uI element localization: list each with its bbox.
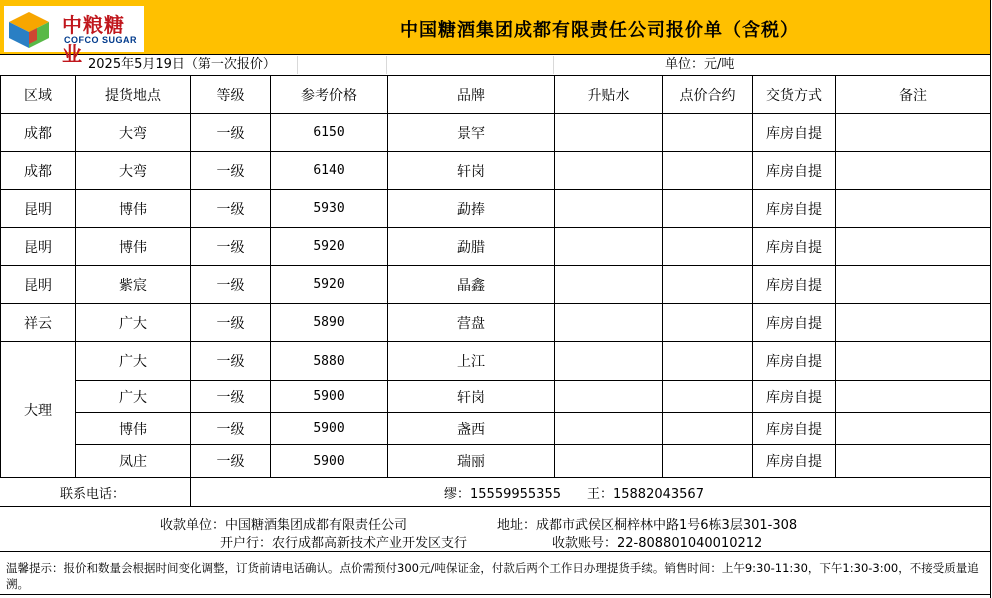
price-cell: 5920 xyxy=(271,266,388,304)
notice-text: 温馨提示：报价和数量会根据时间变化调整，订货前请电话确认。点价需预付300元/吨保证金，付款后两个工作日办理提货手续。销售时间：上午9:30-11:30，下午1:30-3:00，不接受质量追溯。 xyxy=(6,561,979,591)
remark-cell xyxy=(836,114,991,152)
grid-line xyxy=(0,594,990,595)
table-row xyxy=(1,304,991,342)
place-cell: 紫宸 xyxy=(76,266,191,304)
grade-cell: 一级 xyxy=(191,190,271,228)
remark-cell xyxy=(836,228,991,266)
grade-cell: 一级 xyxy=(191,266,271,304)
column-header: 提货地点 xyxy=(76,76,191,114)
table-row xyxy=(1,342,991,381)
column-header: 点价合约 xyxy=(663,76,753,114)
remark-cell xyxy=(836,304,991,342)
brand-cell: 轩岗 xyxy=(388,381,555,413)
delivery-cell: 库房自提 xyxy=(753,152,836,190)
place-cell: 博伟 xyxy=(76,413,191,445)
grade-cell: 一级 xyxy=(191,228,271,266)
table-row xyxy=(1,190,991,228)
remark-cell xyxy=(836,342,991,381)
column-header: 品牌 xyxy=(388,76,555,114)
price-cell: 6140 xyxy=(271,152,388,190)
grade-cell: 一级 xyxy=(191,114,271,152)
brand-cell: 晶鑫 xyxy=(388,266,555,304)
region-cell: 昆明 xyxy=(1,190,76,228)
grade-cell: 一级 xyxy=(191,342,271,381)
premium-cell xyxy=(555,266,663,304)
brand-cell: 景罕 xyxy=(388,114,555,152)
region-cell: 昆明 xyxy=(1,228,76,266)
delivery-cell: 库房自提 xyxy=(753,445,836,478)
region-cell: 成都 xyxy=(1,152,76,190)
remark-cell xyxy=(836,445,991,478)
delivery-cell: 库房自提 xyxy=(753,381,836,413)
sheet-title: 中国糖酒集团成都有限责任公司报价单（含税） xyxy=(400,20,799,41)
premium-cell xyxy=(555,152,663,190)
delivery-cell: 库房自提 xyxy=(753,114,836,152)
delivery-cell: 库房自提 xyxy=(753,342,836,381)
contract-cell xyxy=(663,190,753,228)
region-cell: 大理 xyxy=(1,342,76,478)
region-cell: 昆明 xyxy=(1,266,76,304)
delivery-cell: 库房自提 xyxy=(753,304,836,342)
contract-cell xyxy=(663,342,753,381)
table-row xyxy=(1,413,991,445)
logo-english-text: COFCO SUGAR xyxy=(64,35,137,45)
price-cell: 5900 xyxy=(271,381,388,413)
contact-row xyxy=(0,476,990,506)
price-cell: 5920 xyxy=(271,228,388,266)
place-cell: 博伟 xyxy=(76,228,191,266)
premium-cell xyxy=(555,445,663,478)
brand-cell: 盏西 xyxy=(388,413,555,445)
contract-cell xyxy=(663,381,753,413)
brand-cell: 勐捧 xyxy=(388,190,555,228)
brand-cell: 营盘 xyxy=(388,304,555,342)
premium-cell xyxy=(555,304,663,342)
column-header: 区域 xyxy=(1,76,76,114)
column-header: 备注 xyxy=(836,76,991,114)
remark-cell xyxy=(836,381,991,413)
price-cell: 5880 xyxy=(271,342,388,381)
table-header-row xyxy=(1,76,991,114)
table-row xyxy=(1,114,991,152)
delivery-cell: 库房自提 xyxy=(753,228,836,266)
grid-line xyxy=(386,56,387,74)
place-cell: 广大 xyxy=(76,342,191,381)
grid-line xyxy=(553,56,554,74)
brand-cell: 轩岗 xyxy=(388,152,555,190)
column-header: 参考价格 xyxy=(271,76,388,114)
place-cell: 大弯 xyxy=(76,114,191,152)
column-header: 升贴水 xyxy=(555,76,663,114)
table-row xyxy=(1,152,991,190)
payee-info: 收款单位：中国糖酒集团成都有限责任公司 xyxy=(160,518,408,533)
premium-cell xyxy=(555,114,663,152)
bank-info: 开户行：农行成都高新技术产业开发区支行 xyxy=(220,536,468,551)
place-cell: 广大 xyxy=(76,304,191,342)
price-cell: 5900 xyxy=(271,413,388,445)
price-cell: 5890 xyxy=(271,304,388,342)
grid-line xyxy=(0,506,990,507)
logo-chinese-text: 中粮糖业 xyxy=(62,13,125,66)
price-table xyxy=(0,75,991,478)
region-cell: 祥云 xyxy=(1,304,76,342)
premium-cell xyxy=(555,190,663,228)
delivery-cell: 库房自提 xyxy=(753,266,836,304)
brand-cell: 勐腊 xyxy=(388,228,555,266)
place-cell: 大弯 xyxy=(76,152,191,190)
price-cell: 5930 xyxy=(271,190,388,228)
contract-cell xyxy=(663,114,753,152)
grade-cell: 一级 xyxy=(191,304,271,342)
contract-cell xyxy=(663,266,753,304)
premium-cell xyxy=(555,413,663,445)
place-cell: 凤庄 xyxy=(76,445,191,478)
premium-cell xyxy=(555,381,663,413)
grade-cell: 一级 xyxy=(191,152,271,190)
column-header: 等级 xyxy=(191,76,271,114)
contract-cell xyxy=(663,304,753,342)
account-info: 收款账号：22-808801040010212 xyxy=(552,536,763,551)
delivery-cell: 库房自提 xyxy=(753,190,836,228)
grade-cell: 一级 xyxy=(191,445,271,478)
price-cell: 6150 xyxy=(271,114,388,152)
place-cell: 广大 xyxy=(76,381,191,413)
table-row xyxy=(1,228,991,266)
unit-label: 单位：元/吨 xyxy=(665,57,735,72)
cube-logo-icon xyxy=(7,10,51,50)
cofco-sugar-logo xyxy=(4,6,144,66)
region-cell: 成都 xyxy=(1,114,76,152)
table-row xyxy=(1,445,991,478)
table-row xyxy=(1,266,991,304)
brand-cell: 上江 xyxy=(388,342,555,381)
price-cell: 5900 xyxy=(271,445,388,478)
contact-label: 联系电话： xyxy=(60,487,126,502)
premium-cell xyxy=(555,228,663,266)
grid-line xyxy=(0,551,990,552)
column-header: 交货方式 xyxy=(753,76,836,114)
grade-cell: 一级 xyxy=(191,413,271,445)
contract-cell xyxy=(663,228,753,266)
contract-cell xyxy=(663,152,753,190)
quote-date: 2025年5月19日（第一次报价） xyxy=(88,57,276,72)
grid-line xyxy=(190,476,191,507)
delivery-cell: 库房自提 xyxy=(753,413,836,445)
contract-cell xyxy=(663,445,753,478)
table-row xyxy=(1,381,991,413)
remark-cell xyxy=(836,266,991,304)
remark-cell xyxy=(836,413,991,445)
place-cell: 博伟 xyxy=(76,190,191,228)
premium-cell xyxy=(555,342,663,381)
contact-phones: 缪：15559955355 王：15882043567 xyxy=(444,487,704,502)
remark-cell xyxy=(836,152,991,190)
grade-cell: 一级 xyxy=(191,381,271,413)
remark-cell xyxy=(836,190,991,228)
contract-cell xyxy=(663,413,753,445)
grid-line xyxy=(297,56,298,74)
brand-cell: 瑞丽 xyxy=(388,445,555,478)
address-info: 地址：成都市武侯区桐梓林中路1号6栋3层301-308 xyxy=(497,518,798,533)
